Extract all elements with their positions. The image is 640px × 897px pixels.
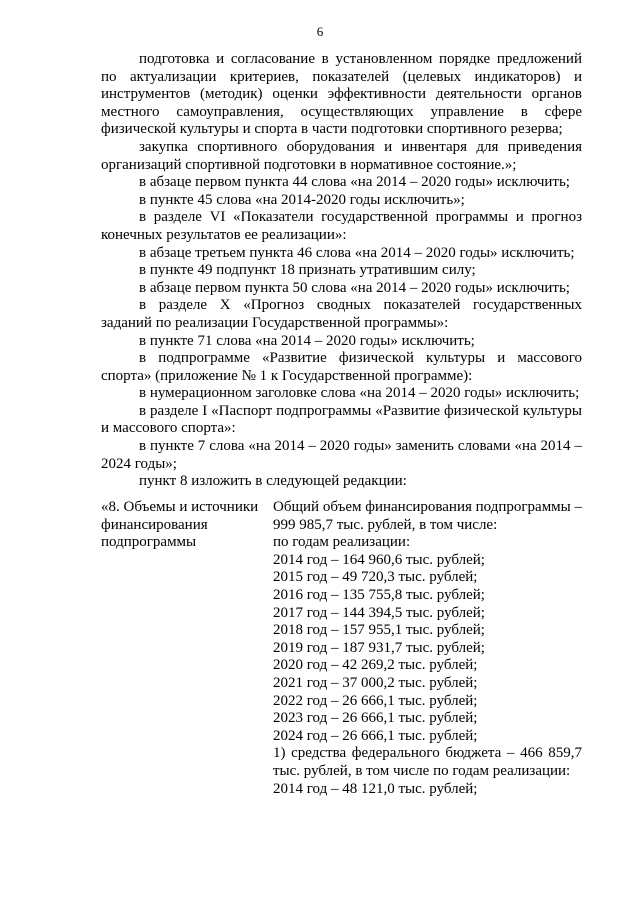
paragraph: в подпрограмме «Развитие физической культуры и массового спорта» (приложение № 1 к Государственной программе):: [101, 350, 582, 384]
paragraph: в абзаце первом пункта 50 слова «на 2014 – 2020 годы» исключить;: [139, 279, 570, 296]
paragraph: в пункте 71 слова «на 2014 – 2020 годы» исключить;: [139, 332, 475, 349]
paragraph: закупка спортивного оборудования и инвентаря для приведения организаций спортивной подготовки в нормативное состояние.»;: [101, 138, 582, 173]
total-funding-text: Общий объем финансирования подпрограммы – 999 985,7 тыс. рублей, в том числе:: [273, 499, 583, 533]
table-label-line: подпрограммы: [101, 534, 197, 551]
year-amount: 2020 год – 42 269,2 тыс. рублей;: [273, 657, 478, 674]
year-amount: 2016 год – 135 755,8 тыс. рублей;: [273, 586, 485, 603]
table-label-cell: [101, 499, 261, 552]
year-amount: 2018 год – 157 955,1 тыс. рублей;: [273, 622, 485, 639]
paragraph: в абзаце третьем пункта 46 слова «на 2014 – 2020 годы» исключить;: [139, 244, 575, 261]
paragraph: в разделе X «Прогноз сводных показателей государственных заданий по реализации Государственной программы»:: [101, 297, 582, 331]
page-number: 6: [316, 24, 324, 39]
year-amount: 2017 год – 144 394,5 тыс. рублей;: [273, 604, 485, 621]
year-amount: 2019 год – 187 931,7 тыс. рублей;: [273, 639, 485, 656]
federal-year-amount: 2014 год – 48 121,0 тыс. рублей;: [273, 780, 478, 797]
year-amount: 2022 год – 26 666,1 тыс. рублей;: [273, 692, 478, 709]
year-amount: 2024 год – 26 666,1 тыс. рублей;: [273, 727, 478, 744]
paragraph: в пункте 49 подпункт 18 признать утратившим силу;: [139, 262, 476, 279]
paragraph: в абзаце первом пункта 44 слова «на 2014 – 2020 годы» исключить;: [139, 174, 570, 191]
paragraph: в пункте 45 слова «на 2014-2020 годы исключить»;: [139, 191, 465, 208]
year-amount: 2015 год – 49 720,3 тыс. рублей;: [273, 569, 478, 586]
paragraph: пункт 8 изложить в следующей редакции:: [139, 473, 407, 490]
paragraph: в разделе I «Паспорт подпрограммы «Развитие физической культуры и массового спорта»:: [101, 402, 582, 437]
federal-budget-text: 1) средства федерального бюджета – 466 859,7 тыс. рублей, в том числе по годам реализации:: [273, 745, 582, 779]
table-value-cell: [273, 499, 582, 798]
paragraph: подготовка и согласование в установленном порядке предложений по актуализации критериев, показателей (целевых индикаторов) и инструментов (методик) оценки эффективности деятельности органов местного самоуправления, осуществляющих управление в сфере физической культуры и спорта в части подготовки спортивного резерва;: [101, 51, 582, 138]
table-label-line: «8. Объемы и источники: [101, 499, 259, 515]
paragraph: в разделе VI «Показатели государственной программы и прогноз конечных результатов ее реализации»:: [101, 209, 582, 243]
year-amount: 2023 год – 26 666,1 тыс. рублей;: [273, 710, 478, 727]
table-label-line: финансирования: [101, 516, 208, 533]
paragraph: в пункте 7 слова «на 2014 – 2020 годы» заменить словами «на 2014 – 2024 годы»;: [101, 438, 582, 472]
paragraph: в нумерационном заголовке слова «на 2014 – 2020 годы» исключить;: [139, 385, 580, 402]
by-years-label: по годам реализации:: [273, 534, 411, 551]
year-amount: 2021 год – 37 000,2 тыс. рублей;: [273, 674, 478, 691]
body-text: [101, 51, 582, 491]
year-amount: 2014 год – 164 960,6 тыс. рублей;: [273, 551, 485, 568]
